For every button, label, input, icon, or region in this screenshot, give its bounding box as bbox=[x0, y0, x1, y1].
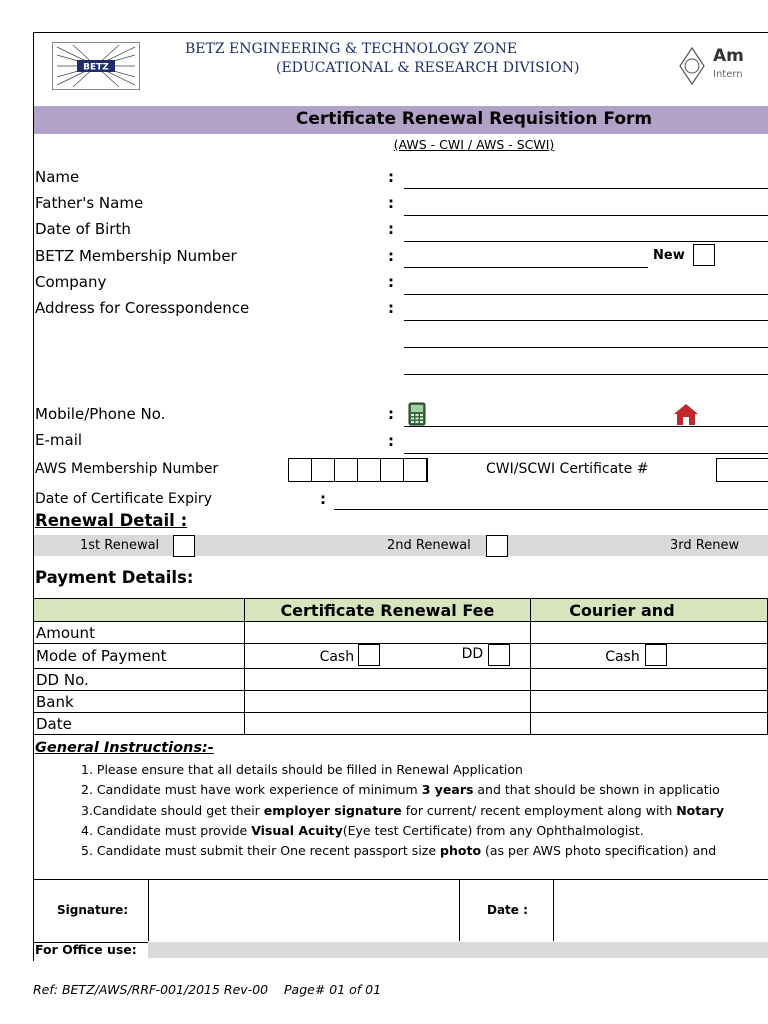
instruction-bold: Visual Acuity bbox=[251, 823, 343, 838]
date-field[interactable] bbox=[554, 880, 768, 940]
renewal-heading: Renewal Detail : bbox=[35, 511, 188, 530]
form-subtitle: (AWS - CWI / AWS - SCWI) bbox=[393, 137, 555, 152]
company-label: Company bbox=[35, 273, 107, 291]
instruction-text: 3.Candidate should get their bbox=[81, 803, 264, 818]
instruction-text: (as per AWS photo specification) and bbox=[481, 843, 717, 858]
table-row bbox=[34, 713, 768, 735]
betz-logo-text: BETZ bbox=[83, 62, 109, 73]
column-header bbox=[34, 599, 245, 622]
org-division: (EDUCATIONAL & RESEARCH DIVISION) bbox=[276, 60, 580, 76]
row-label-dd-no: DD No. bbox=[34, 669, 245, 691]
signature-label: Signature: bbox=[57, 903, 129, 917]
table-row bbox=[34, 644, 768, 669]
fee-bank-cell[interactable] bbox=[244, 691, 531, 713]
fee-cash-checkbox[interactable] bbox=[358, 644, 380, 666]
table-row bbox=[34, 691, 768, 713]
instructions-heading: General Instructions:- bbox=[35, 740, 214, 756]
instruction-bold: Notary bbox=[676, 803, 724, 818]
renewal-2-checkbox[interactable] bbox=[486, 535, 508, 557]
colon: : bbox=[388, 220, 394, 238]
instruction-text: 2. Candidate must have work experience of minimum bbox=[81, 782, 422, 797]
address-field-line1[interactable] bbox=[404, 320, 768, 321]
fee-amount-cell[interactable] bbox=[244, 622, 531, 644]
mobile-label: Mobile/Phone No. bbox=[35, 405, 166, 423]
column-header-fee: Certificate Renewal Fee bbox=[244, 599, 531, 622]
cert-number-label: CWI/SCWI Certificate # bbox=[486, 461, 649, 477]
row-label-amount: Amount bbox=[34, 622, 245, 644]
org-name: BETZ ENGINEERING & TECHNOLOGY ZONE bbox=[185, 41, 518, 57]
colon: : bbox=[388, 194, 394, 212]
renewal-option-3: 3rd Renew bbox=[670, 538, 740, 553]
colon: : bbox=[320, 490, 326, 508]
email-field[interactable] bbox=[404, 453, 768, 454]
colon: : bbox=[388, 405, 394, 423]
courier-mode-cell bbox=[531, 644, 768, 669]
table-header-row bbox=[34, 599, 768, 622]
cert-number-box[interactable] bbox=[716, 458, 768, 482]
courier-bank-cell[interactable] bbox=[531, 691, 768, 713]
betz-logo bbox=[52, 42, 140, 90]
table-row bbox=[34, 622, 768, 644]
colon: : bbox=[388, 432, 394, 450]
colon: : bbox=[388, 247, 394, 265]
name-label: Name bbox=[35, 168, 80, 186]
table-row bbox=[34, 669, 768, 691]
instruction-item bbox=[81, 823, 644, 838]
father-name-label: Father's Name bbox=[35, 194, 144, 212]
aws-membership-label: AWS Membership Number bbox=[35, 461, 219, 477]
renewal-option-2: 2nd Renewal bbox=[387, 538, 471, 553]
fee-date-cell[interactable] bbox=[244, 713, 531, 735]
cash-label: Cash bbox=[319, 649, 355, 665]
fee-dd-checkbox[interactable] bbox=[488, 644, 510, 666]
name-field[interactable] bbox=[404, 188, 768, 189]
betz-membership-label: BETZ Membership Number bbox=[35, 247, 237, 265]
cert-expiry-label: Date of Certificate Expiry bbox=[35, 491, 212, 507]
aws-membership-boxes[interactable] bbox=[288, 458, 428, 482]
colon: : bbox=[388, 273, 394, 291]
instruction-text: 1. Please ensure that all details should be filled in Renewal Application bbox=[81, 762, 523, 777]
renewal-1-checkbox[interactable] bbox=[173, 535, 195, 557]
new-label: New bbox=[653, 248, 685, 263]
colon: : bbox=[388, 168, 394, 186]
payment-table bbox=[33, 598, 768, 735]
instruction-text: and that should be shown in applicatio bbox=[473, 782, 720, 797]
courier-dd-no-cell[interactable] bbox=[531, 669, 768, 691]
renewal-option-1: 1st Renewal bbox=[80, 538, 160, 553]
instruction-item bbox=[81, 843, 716, 858]
courier-date-cell[interactable] bbox=[531, 713, 768, 735]
row-label-date: Date bbox=[34, 713, 245, 735]
new-checkbox[interactable] bbox=[693, 244, 715, 266]
signature-field[interactable] bbox=[149, 880, 458, 940]
payment-heading: Payment Details: bbox=[35, 568, 194, 587]
fee-dd-no-cell[interactable] bbox=[244, 669, 531, 691]
dd-label: DD bbox=[461, 646, 484, 662]
instruction-bold: photo bbox=[440, 843, 482, 858]
colon: : bbox=[388, 299, 394, 317]
row-label-mode: Mode of Payment bbox=[34, 644, 245, 669]
instruction-bold: 3 years bbox=[421, 782, 474, 797]
row-label-bank: Bank bbox=[34, 691, 245, 713]
cert-expiry-field[interactable] bbox=[334, 509, 768, 510]
divider bbox=[459, 879, 460, 941]
address-field-line2[interactable] bbox=[404, 347, 768, 348]
cash-label: Cash bbox=[605, 649, 640, 665]
partner-logo bbox=[678, 44, 768, 90]
office-use-bar bbox=[148, 942, 768, 958]
courier-amount-cell[interactable] bbox=[531, 622, 768, 644]
instruction-text: 4. Candidate must provide bbox=[81, 823, 252, 838]
dob-label: Date of Birth bbox=[35, 220, 131, 238]
partner-logo-subtext: Intern bbox=[713, 69, 743, 80]
fee-mode-cell bbox=[244, 644, 531, 669]
address-field-line3[interactable] bbox=[404, 374, 768, 375]
reference-text: Ref: BETZ/AWS/RRF-001/2015 Rev-00 Page# 01 of 01 bbox=[33, 982, 382, 997]
betz-membership-field[interactable] bbox=[404, 267, 648, 268]
company-field[interactable] bbox=[404, 294, 768, 295]
address-label: Address for Coresspondence bbox=[35, 299, 250, 317]
partner-logo-text: Am bbox=[713, 46, 744, 66]
date-label: Date : bbox=[487, 903, 528, 917]
instruction-bold: employer signature bbox=[263, 803, 402, 818]
column-header-courier: Courier and bbox=[531, 599, 768, 622]
instruction-item bbox=[81, 762, 523, 777]
email-label: E-mail bbox=[35, 431, 83, 449]
courier-cash-checkbox[interactable] bbox=[645, 644, 667, 666]
instruction-item bbox=[81, 803, 724, 818]
mobile-field[interactable] bbox=[404, 426, 768, 427]
instruction-item bbox=[81, 782, 720, 797]
form-title: Certificate Renewal Requisition Form bbox=[295, 109, 653, 129]
instruction-text: 5. Candidate must submit their One recent passport size bbox=[81, 843, 441, 858]
dob-field[interactable] bbox=[404, 241, 768, 242]
office-use-label: For Office use: bbox=[35, 942, 137, 957]
father-name-field[interactable] bbox=[404, 215, 768, 216]
instruction-text: (Eye test Certificate) from any Ophthalmologist. bbox=[342, 823, 644, 838]
instruction-text: for current/ recent employment along with bbox=[401, 803, 677, 818]
